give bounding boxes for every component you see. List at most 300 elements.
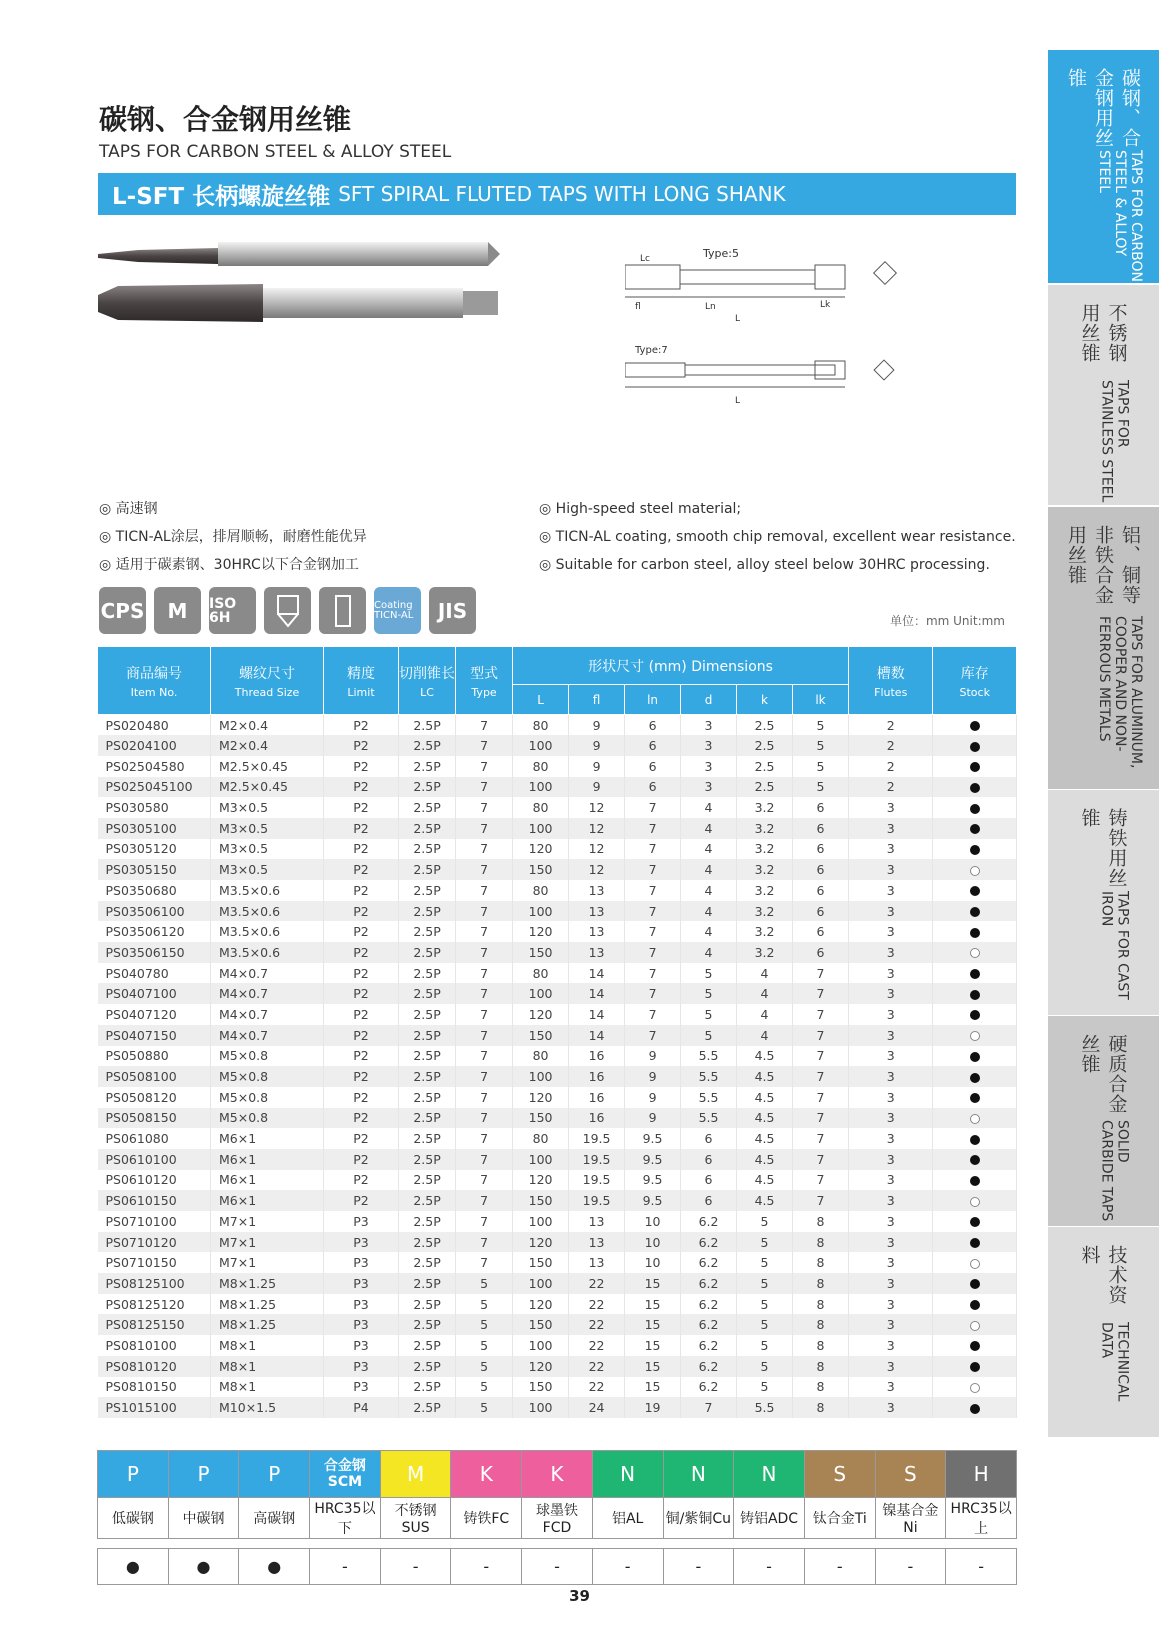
stock-cell — [933, 797, 1017, 818]
stock-filled-circle-icon — [970, 1217, 980, 1227]
spec-table — [97, 646, 1017, 1418]
table-cell: 6 — [625, 735, 681, 756]
table-cell: 6 — [793, 942, 849, 963]
table-cell: 100 — [513, 1335, 569, 1356]
table-cell: 2.5P — [399, 1066, 456, 1087]
feature-en-2: ◎ TICN-AL coating, smooth chip removal, excellent wear resistance. — [539, 529, 1016, 545]
table-row — [98, 1335, 1017, 1356]
table-cell: 4.5 — [737, 1190, 793, 1211]
table-cell: 5 — [456, 1314, 513, 1335]
table-cell: 12 — [569, 797, 625, 818]
table-cell: 150 — [513, 1252, 569, 1273]
table-cell: 6 — [625, 756, 681, 777]
table-row — [98, 777, 1017, 798]
table-cell: 15 — [625, 1273, 681, 1294]
table-cell: P2 — [324, 1170, 399, 1191]
table-cell: 7 — [456, 921, 513, 942]
table-cell: 7 — [456, 1066, 513, 1087]
svg-text:L: L — [735, 396, 741, 406]
table-cell: 9 — [569, 756, 625, 777]
table-cell: 6 — [793, 859, 849, 880]
table-cell: 15 — [625, 1294, 681, 1315]
table-cell: PS1015100 — [98, 1397, 211, 1418]
table-cell: PS0508100 — [98, 1066, 211, 1087]
table-cell: 19 — [625, 1397, 681, 1418]
table-cell: 2.5P — [399, 1149, 456, 1170]
material-name: HRC35以上 — [946, 1498, 1017, 1539]
material-name: 低碳钢 — [98, 1498, 169, 1539]
table-cell: 15 — [625, 1335, 681, 1356]
table-cell: 7 — [625, 839, 681, 860]
table-cell: P3 — [324, 1377, 399, 1398]
table-cell: 7 — [456, 1149, 513, 1170]
table-row — [98, 1314, 1017, 1335]
stock-cell — [933, 1004, 1017, 1025]
table-cell: 15 — [625, 1377, 681, 1398]
table-cell: P3 — [324, 1356, 399, 1377]
table-cell: 3 — [848, 1128, 933, 1149]
material-code: N — [592, 1451, 663, 1498]
table-row — [98, 1397, 1017, 1418]
table-row — [98, 1273, 1017, 1294]
table-cell: 6 — [681, 1170, 737, 1191]
table-cell: P3 — [324, 1252, 399, 1273]
table-row — [98, 942, 1017, 963]
table-cell: 100 — [513, 983, 569, 1004]
tap-technical-drawing — [625, 245, 945, 425]
table-cell: 120 — [513, 1087, 569, 1108]
material-suitability: ● — [98, 1549, 169, 1585]
table-row — [98, 921, 1017, 942]
table-cell: 3 — [681, 735, 737, 756]
table-cell: 22 — [569, 1273, 625, 1294]
table-cell: 2.5P — [399, 901, 456, 922]
table-cell: 5 — [456, 1273, 513, 1294]
sidebar-tab-3[interactable] — [1048, 790, 1159, 1015]
table-cell: 2.5P — [399, 880, 456, 901]
table-cell: 7 — [625, 1025, 681, 1046]
table-cell: 22 — [569, 1335, 625, 1356]
table-cell: 7 — [793, 1046, 849, 1067]
table-cell: 16 — [569, 1066, 625, 1087]
table-cell: 5 — [681, 963, 737, 984]
table-cell: 7 — [625, 880, 681, 901]
table-cell: 22 — [569, 1294, 625, 1315]
table-cell: 150 — [513, 1377, 569, 1398]
table-cell: 13 — [569, 921, 625, 942]
table-cell: M3.5×0.6 — [211, 901, 324, 922]
product-banner — [98, 173, 1016, 215]
table-cell: 6 — [625, 777, 681, 798]
table-cell: 5 — [681, 1004, 737, 1025]
stock-cell — [933, 1066, 1017, 1087]
table-cell: 7 — [456, 1128, 513, 1149]
table-cell: 16 — [569, 1046, 625, 1067]
table-cell: 3.2 — [737, 942, 793, 963]
table-cell: 19.5 — [569, 1149, 625, 1170]
table-row — [98, 1066, 1017, 1087]
table-cell: M8×1.25 — [211, 1314, 324, 1335]
header-item-no: 商品编号 Item No. — [98, 647, 211, 715]
page-title: 碳钢、合金钢用丝锥 — [99, 103, 352, 136]
table-cell: PS040780 — [98, 963, 211, 984]
table-cell: 7 — [456, 942, 513, 963]
table-row — [98, 901, 1017, 922]
table-cell: 100 — [513, 818, 569, 839]
sidebar-tab-label-cn: 碳钢、合金钢用丝锥 — [1065, 68, 1141, 148]
material-code: M — [380, 1451, 451, 1498]
table-cell: 7 — [625, 797, 681, 818]
table-row — [98, 1170, 1017, 1191]
stock-cell — [933, 1273, 1017, 1294]
table-cell: 5 — [456, 1335, 513, 1356]
table-cell: 7 — [793, 1190, 849, 1211]
stock-open-circle-icon — [970, 1114, 980, 1124]
sidebar-tab-0[interactable] — [1048, 50, 1159, 283]
table-cell: P2 — [324, 921, 399, 942]
table-cell: 9.5 — [625, 1149, 681, 1170]
table-cell: PS0610100 — [98, 1149, 211, 1170]
table-cell: 8 — [793, 1356, 849, 1377]
table-cell: 9 — [625, 1066, 681, 1087]
table-cell: 2.5P — [399, 1170, 456, 1191]
table-cell: 7 — [456, 1190, 513, 1211]
table-cell: 2.5P — [399, 942, 456, 963]
table-cell: 2 — [848, 715, 933, 736]
table-cell: P2 — [324, 839, 399, 860]
table-cell: 3.2 — [737, 859, 793, 880]
table-cell: 120 — [513, 921, 569, 942]
material-suitability: - — [875, 1549, 946, 1585]
table-cell: 7 — [456, 1108, 513, 1129]
table-cell: PS061080 — [98, 1128, 211, 1149]
table-row — [98, 1149, 1017, 1170]
table-cell: 7 — [793, 1128, 849, 1149]
table-cell: P2 — [324, 880, 399, 901]
material-name: 铸铁FC — [451, 1498, 522, 1539]
table-cell: P2 — [324, 859, 399, 880]
table-cell: 4 — [681, 797, 737, 818]
header-dimensions: 形状尺寸 (mm) Dimensions — [513, 647, 849, 685]
table-cell: 6 — [681, 1190, 737, 1211]
table-cell: P3 — [324, 1314, 399, 1335]
table-row — [98, 797, 1017, 818]
table-row — [98, 963, 1017, 984]
table-cell: 9 — [569, 777, 625, 798]
table-cell: 2.5P — [399, 777, 456, 798]
table-cell: 7 — [456, 1252, 513, 1273]
table-cell: 2.5P — [399, 839, 456, 860]
table-row — [98, 1087, 1017, 1108]
table-cell: PS0610120 — [98, 1170, 211, 1191]
table-cell: 100 — [513, 1066, 569, 1087]
table-cell: M6×1 — [211, 1170, 324, 1191]
table-cell: 22 — [569, 1356, 625, 1377]
metric-badge: M — [154, 587, 201, 634]
table-cell: PS0350680 — [98, 880, 211, 901]
table-cell: 2.5 — [737, 756, 793, 777]
table-cell: M3×0.5 — [211, 839, 324, 860]
banner-title-en: SFT SPIRAL FLUTED TAPS WITH LONG SHANK — [338, 182, 786, 206]
table-cell: PS03506100 — [98, 901, 211, 922]
table-cell: PS08125120 — [98, 1294, 211, 1315]
table-cell: PS03506150 — [98, 942, 211, 963]
material-name: HRC35以下 — [310, 1498, 381, 1539]
stock-open-circle-icon — [970, 1383, 980, 1393]
sidebar-tab-label-en: TECHNICAL DATA — [1098, 1321, 1131, 1402]
chamfer-type-icon — [264, 587, 311, 634]
stock-filled-circle-icon — [970, 1176, 980, 1186]
table-cell: 22 — [569, 1377, 625, 1398]
stock-cell — [933, 1108, 1017, 1129]
table-cell: 7 — [456, 963, 513, 984]
table-cell: P4 — [324, 1397, 399, 1418]
table-cell: 2 — [848, 735, 933, 756]
table-cell: 4.5 — [737, 1046, 793, 1067]
material-suitability: ● — [239, 1549, 310, 1585]
table-cell: 80 — [513, 797, 569, 818]
table-cell: 22 — [569, 1314, 625, 1335]
material-code: N — [663, 1451, 734, 1498]
tap-product-image — [98, 240, 538, 350]
header-limit: 精度 Limit — [324, 647, 399, 715]
table-cell: 6.2 — [681, 1232, 737, 1253]
table-cell: 5 — [737, 1211, 793, 1232]
table-cell: 7 — [456, 983, 513, 1004]
table-cell: 8 — [793, 1273, 849, 1294]
table-cell: 6 — [793, 797, 849, 818]
header-lc: 切削锥长 LC — [399, 647, 456, 715]
sidebar-tab-5[interactable] — [1048, 1227, 1159, 1437]
material-name: 钛合金Ti — [804, 1498, 875, 1539]
table-cell: 2.5P — [399, 818, 456, 839]
stock-filled-circle-icon — [970, 783, 980, 793]
table-cell: 120 — [513, 1232, 569, 1253]
table-cell: PS0407150 — [98, 1025, 211, 1046]
table-cell: 2.5P — [399, 756, 456, 777]
table-cell: 100 — [513, 777, 569, 798]
table-cell: 7 — [456, 839, 513, 860]
table-cell: 13 — [569, 942, 625, 963]
svg-text:fl: fl — [635, 302, 641, 312]
table-cell: PS0508120 — [98, 1087, 211, 1108]
stock-cell — [933, 1149, 1017, 1170]
stock-cell — [933, 756, 1017, 777]
table-cell: 6.2 — [681, 1294, 737, 1315]
material-code: P — [239, 1451, 310, 1498]
table-cell: 120 — [513, 1004, 569, 1025]
table-cell: 5 — [456, 1377, 513, 1398]
table-cell: 2 — [848, 756, 933, 777]
feature-cn-3: ◎ 适用于碳素钢、30HRC以下合金钢加工 — [99, 557, 359, 573]
table-cell: 100 — [513, 1397, 569, 1418]
sidebar-tab-1[interactable] — [1048, 285, 1159, 505]
stock-cell — [933, 818, 1017, 839]
stock-cell — [933, 715, 1017, 736]
table-cell: PS0710150 — [98, 1252, 211, 1273]
sidebar-tab-2[interactable] — [1048, 507, 1159, 789]
table-cell: 2.5P — [399, 1335, 456, 1356]
table-cell: 4 — [681, 839, 737, 860]
table-row — [98, 839, 1017, 860]
table-cell: 150 — [513, 1314, 569, 1335]
table-cell: 4 — [737, 1025, 793, 1046]
table-cell: M3.5×0.6 — [211, 880, 324, 901]
table-cell: 15 — [625, 1356, 681, 1377]
table-cell: PS0305100 — [98, 818, 211, 839]
feature-en-3: ◎ Suitable for carbon steel, alloy steel below 30HRC processing. — [539, 557, 990, 573]
table-cell: 19.5 — [569, 1128, 625, 1149]
stock-cell — [933, 942, 1017, 963]
table-cell: 7 — [625, 901, 681, 922]
svg-text:Ln: Ln — [705, 302, 716, 312]
sidebar-tab-4[interactable] — [1048, 1016, 1159, 1226]
stock-cell — [933, 777, 1017, 798]
table-cell: 4 — [737, 963, 793, 984]
table-cell: 8 — [793, 1232, 849, 1253]
stock-open-circle-icon — [970, 1321, 980, 1331]
table-cell: 4.5 — [737, 1087, 793, 1108]
table-cell: 5 — [681, 983, 737, 1004]
table-row — [98, 1190, 1017, 1211]
table-cell: 16 — [569, 1108, 625, 1129]
material-name: 铜/紫铜Cu — [663, 1498, 734, 1539]
table-cell: 14 — [569, 1004, 625, 1025]
stock-cell — [933, 1128, 1017, 1149]
table-cell: 150 — [513, 859, 569, 880]
table-cell: P3 — [324, 1232, 399, 1253]
table-cell: 3 — [848, 818, 933, 839]
stock-cell — [933, 1232, 1017, 1253]
table-cell: 4.5 — [737, 1066, 793, 1087]
table-cell: PS0710100 — [98, 1211, 211, 1232]
table-cell: 9 — [569, 715, 625, 736]
table-row — [98, 1211, 1017, 1232]
table-cell: 80 — [513, 715, 569, 736]
table-cell: 2.5P — [399, 1294, 456, 1315]
table-cell: 7 — [456, 1087, 513, 1108]
table-cell: PS03506120 — [98, 921, 211, 942]
table-cell: 7 — [456, 1232, 513, 1253]
table-cell: 7 — [456, 1046, 513, 1067]
table-cell: 9 — [625, 1087, 681, 1108]
table-cell: 120 — [513, 839, 569, 860]
material-suitability: - — [451, 1549, 522, 1585]
stock-filled-circle-icon — [970, 824, 980, 834]
table-cell: PS030580 — [98, 797, 211, 818]
table-cell: 2.5P — [399, 797, 456, 818]
table-cell: 2.5P — [399, 1087, 456, 1108]
table-cell: 10 — [625, 1252, 681, 1273]
stock-cell — [933, 1087, 1017, 1108]
stock-filled-circle-icon — [970, 762, 980, 772]
stock-cell — [933, 901, 1017, 922]
table-cell: 3 — [848, 963, 933, 984]
table-cell: 6 — [793, 921, 849, 942]
table-cell: 5 — [793, 735, 849, 756]
stock-cell — [933, 1252, 1017, 1273]
table-cell: 7 — [456, 715, 513, 736]
table-cell: M7×1 — [211, 1211, 324, 1232]
table-cell: PS0305120 — [98, 839, 211, 860]
certification-badges — [99, 587, 476, 634]
table-cell: 4.5 — [737, 1128, 793, 1149]
material-suitability: - — [592, 1549, 663, 1585]
feature-cn-1: ◎ 高速钢 — [99, 501, 158, 517]
table-cell: M7×1 — [211, 1252, 324, 1273]
stock-cell — [933, 1356, 1017, 1377]
stock-filled-circle-icon — [970, 1135, 980, 1145]
table-cell: 8 — [793, 1335, 849, 1356]
table-cell: 4 — [681, 901, 737, 922]
table-cell: 2.5P — [399, 921, 456, 942]
stock-cell — [933, 1335, 1017, 1356]
table-cell: 3 — [848, 1314, 933, 1335]
table-cell: 6.2 — [681, 1356, 737, 1377]
table-cell: 5.5 — [681, 1046, 737, 1067]
stock-open-circle-icon — [970, 1031, 980, 1041]
table-cell: 19.5 — [569, 1190, 625, 1211]
table-cell: 3 — [848, 1087, 933, 1108]
drawing-type7-label: Type:7 — [635, 345, 668, 356]
table-row — [98, 1025, 1017, 1046]
table-cell: 5 — [737, 1232, 793, 1253]
table-cell: M8×1.25 — [211, 1273, 324, 1294]
stock-cell — [933, 1211, 1017, 1232]
header-ln: ln — [625, 685, 681, 715]
table-cell: 7 — [456, 1211, 513, 1232]
material-code: P — [168, 1451, 239, 1498]
table-cell: 5.5 — [681, 1066, 737, 1087]
table-row — [98, 983, 1017, 1004]
table-row — [98, 756, 1017, 777]
stock-open-circle-icon — [970, 1259, 980, 1269]
material-suitability: - — [380, 1549, 451, 1585]
table-cell: 7 — [793, 1066, 849, 1087]
table-cell: 9.5 — [625, 1190, 681, 1211]
banner-title-cn: L-SFT 长柄螺旋丝锥 — [112, 183, 331, 210]
table-cell: 3 — [848, 1377, 933, 1398]
sidebar-tab-label-en: SOLID CARBIDE TAPS — [1098, 1119, 1131, 1222]
table-cell: 3.2 — [737, 797, 793, 818]
sidebar-tab-label-cn: 不锈钢用丝锥 — [1078, 303, 1128, 363]
stock-cell — [933, 1046, 1017, 1067]
table-cell: 6.2 — [681, 1211, 737, 1232]
table-cell: M6×1 — [211, 1128, 324, 1149]
table-cell: 7 — [625, 963, 681, 984]
material-suitability: - — [522, 1549, 593, 1585]
table-cell: 7 — [625, 921, 681, 942]
table-cell: M4×0.7 — [211, 1004, 324, 1025]
table-cell: 12 — [569, 839, 625, 860]
material-code: N — [734, 1451, 805, 1498]
sidebar-tab-label-en: TAPS FOR CAST IRON — [1098, 891, 1131, 1001]
material-suitability: - — [734, 1549, 805, 1585]
unit-label: 单位：mm Unit:mm — [889, 614, 1005, 628]
stock-cell — [933, 921, 1017, 942]
table-cell: 80 — [513, 880, 569, 901]
table-cell: 7 — [793, 983, 849, 1004]
table-cell: 2.5P — [399, 1046, 456, 1067]
table-cell: 2.5P — [399, 859, 456, 880]
material-suitability: ● — [168, 1549, 239, 1585]
table-cell: 4 — [737, 1004, 793, 1025]
material-code: K — [522, 1451, 593, 1498]
table-cell: 2.5P — [399, 1314, 456, 1335]
table-cell: 24 — [569, 1397, 625, 1418]
stock-cell — [933, 1025, 1017, 1046]
table-cell: 2.5P — [399, 1232, 456, 1253]
